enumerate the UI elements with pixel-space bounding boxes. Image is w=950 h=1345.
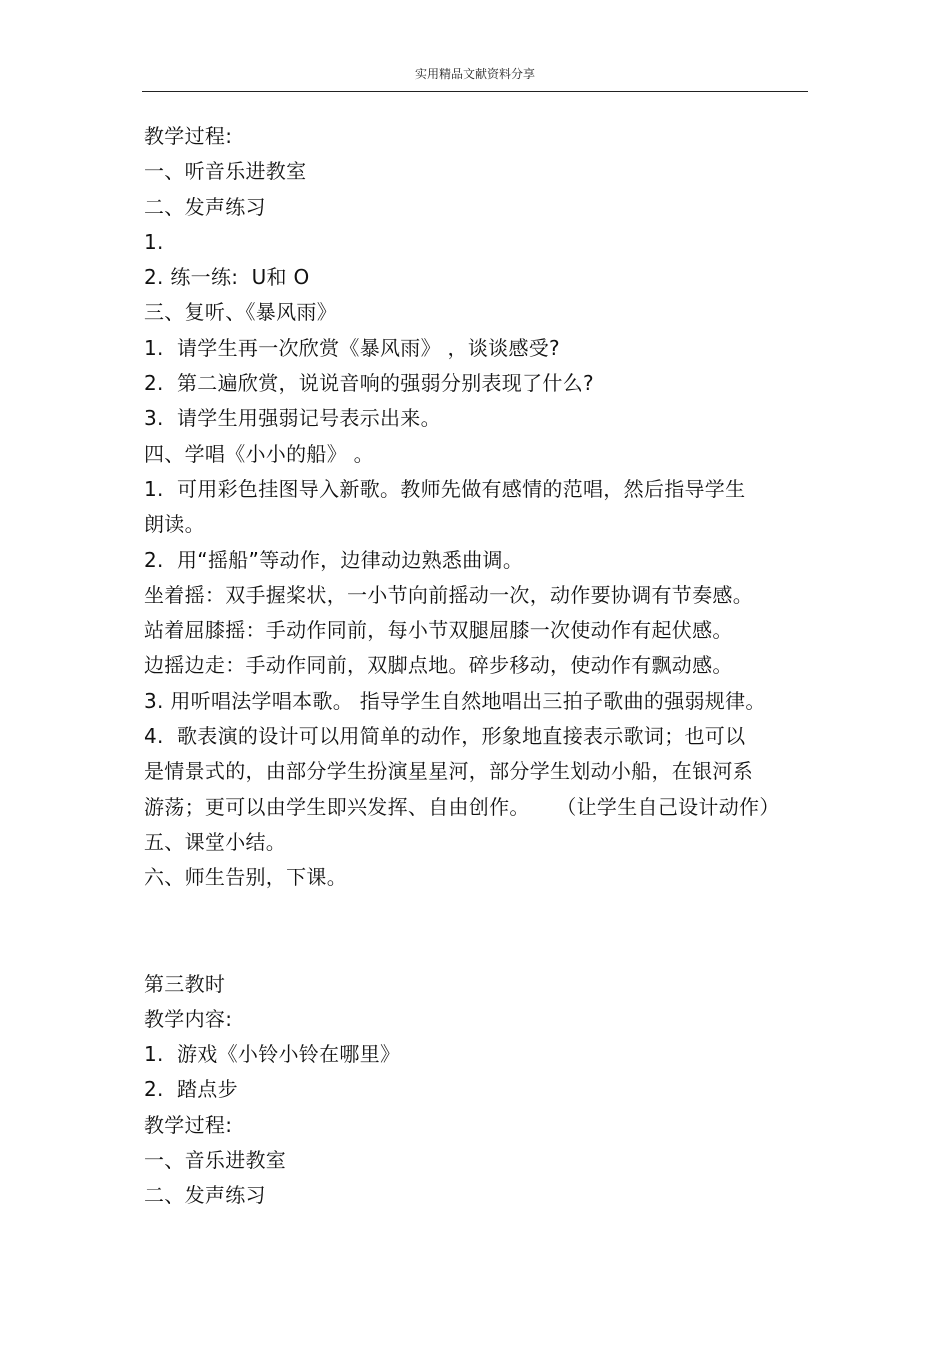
document-body — [144, 119, 824, 1214]
step-heading: 一、音乐进教室 — [144, 1148, 287, 1173]
list-item: 1. 游戏《小铃小铃在哪里》 — [144, 1042, 401, 1067]
list-item: 3. 请学生用强弱记号表示出来。 — [144, 406, 441, 431]
section-gap — [144, 896, 824, 967]
step-heading: 六、师生告别，下课。 — [144, 865, 347, 890]
list-item: 1. — [144, 229, 164, 254]
list-item: 2. 用“摇船”等动作，边律动边熟悉曲调。 — [144, 547, 524, 572]
list-item: 1. 请学生再一次欣赏《暴风雨》 ，谈谈感受? — [144, 335, 560, 360]
heading-teaching-content: 教学内容: — [144, 1006, 233, 1031]
paragraph-line: 站着屈膝摇：手动作同前，每小节双腿屈膝一次使动作有起伏感。 — [144, 618, 733, 643]
paragraph-line: 是情景式的，由部分学生扮演星星河，部分学生划动小船，在银河系 — [144, 759, 753, 784]
section-title: 第三教时 — [144, 971, 226, 996]
paragraph-line: 坐着摇：双手握桨状，一小节向前摇动一次，动作要协调有节奏感。 — [144, 582, 753, 607]
list-item: 3. 用听唱法学唱本歌。 指导学生自然地唱出三拍子歌曲的强弱规律。 — [144, 688, 766, 713]
step-heading: 四、学唱《小小的船》 。 — [144, 441, 374, 466]
list-item: 4. 歌表演的设计可以用简单的动作，形象地直接表示歌词；也可以 — [144, 724, 746, 749]
page-header: 实用精品文献资料分享 — [414, 67, 535, 81]
list-item: 2. 练一练: U和 O — [144, 265, 310, 290]
step-heading: 三、复听、《暴风雨》 — [144, 300, 337, 325]
heading-teaching-process: 教学过程: — [144, 124, 233, 148]
paragraph-line: 朗读。 — [144, 512, 205, 537]
paragraph-line: 游荡；更可以由学生即兴发挥、自由创作。 （让学生自己设计动作） — [144, 794, 780, 819]
header-divider — [142, 91, 808, 92]
step-heading: 二、发声练习 — [144, 1183, 266, 1208]
list-item: 2. 踏点步 — [144, 1077, 238, 1102]
step-heading: 一、听音乐进教室 — [144, 159, 307, 184]
step-heading: 五、课堂小结。 — [144, 829, 287, 854]
step-heading: 二、发声练习 — [144, 194, 266, 219]
list-item: 2. 第二遍欣赏，说说音响的强弱分别表现了什么? — [144, 371, 594, 396]
paragraph-line: 边摇边走：手动作同前，双脚点地。碎步移动，使动作有飘动感。 — [144, 653, 733, 678]
list-item: 1. 可用彩色挂图导入新歌。教师先做有感情的范唱，然后指导学生 — [144, 476, 746, 501]
heading-teaching-process: 教学过程: — [144, 1112, 233, 1137]
